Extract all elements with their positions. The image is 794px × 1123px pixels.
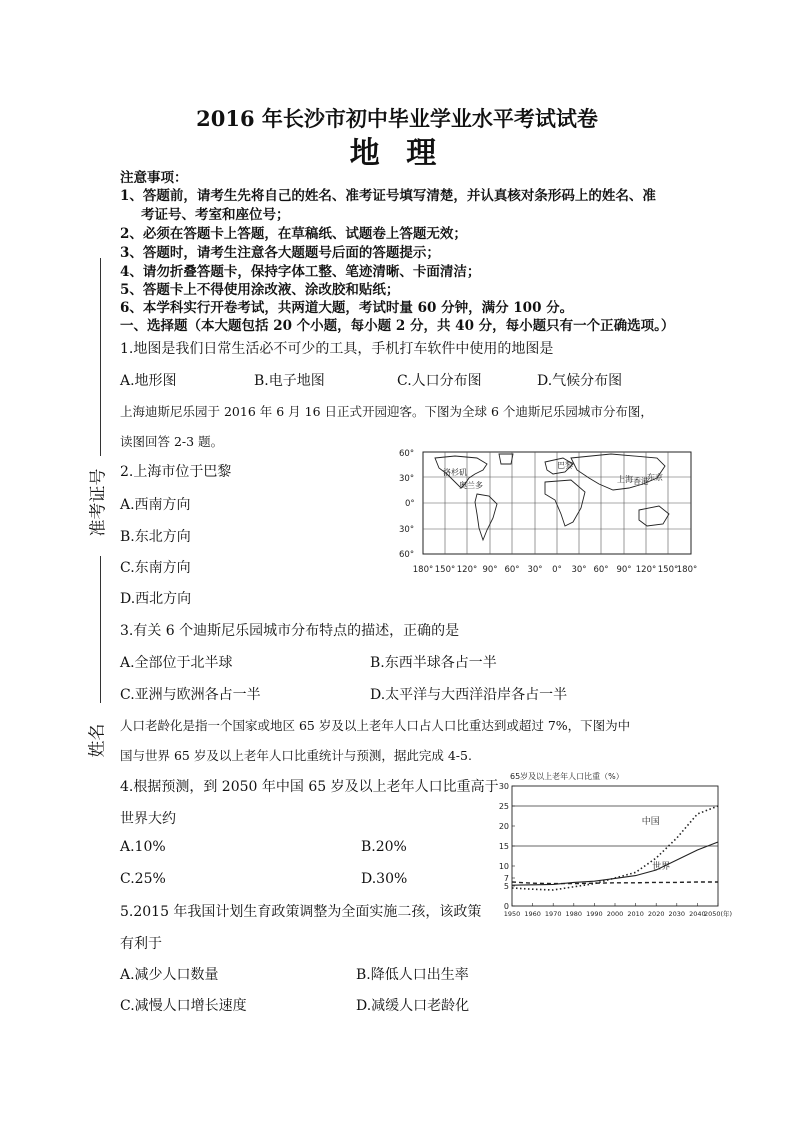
- series-label-china: 中国: [641, 817, 660, 827]
- lon-label: 60°: [593, 565, 609, 575]
- context-paragraph: 国与世界 65 岁及以上老年人口比重统计与预测，据此完成 4-5.: [120, 748, 472, 763]
- chart-title: 65岁及以上老年人口比重（%）: [510, 772, 624, 781]
- question-1-stem: 1.地图是我们日常生活必不可少的工具，手机打车软件中使用的地图是: [120, 341, 554, 357]
- notice-item: 1、答题前，请考生先将自己的姓名、准考证号填写清楚，并认真核对条形码上的姓名、准: [120, 188, 656, 204]
- lon-label: 0°: [552, 565, 562, 575]
- q2-option-a: A.西南方向: [120, 497, 191, 513]
- q3-option-d: D.太平洋与大西洋沿岸各占一半: [370, 687, 568, 703]
- lon-label: 150°: [434, 565, 456, 575]
- question-2-stem: 2.上海市位于巴黎: [120, 464, 232, 480]
- series-line-china: [512, 806, 718, 890]
- notice-item: 6、本学科实行开卷考试，共两道大题，考试时量 60 分钟，满分 100 分。: [120, 300, 574, 316]
- y-tick-label: 0: [503, 902, 509, 911]
- question-3-stem: 3.有关 6 个迪斯尼乐园城市分布特点的描述，正确的是: [120, 623, 460, 639]
- lon-label: 90°: [616, 565, 632, 575]
- y-tick-label: 25: [498, 802, 509, 811]
- x-tick-label: 2010: [627, 910, 644, 918]
- q5-option-b: B.降低人口出生率: [356, 967, 469, 983]
- x-tick-label: 2000: [606, 910, 624, 918]
- lon-label: 30°: [571, 565, 587, 575]
- lon-label: 180°: [412, 565, 434, 575]
- q1-option-b: B.电子地图: [254, 373, 325, 389]
- map-latitude-labels: [399, 449, 415, 560]
- q5-option-a: A.减少人口数量: [120, 967, 219, 983]
- x-tick-label: 1950: [503, 910, 521, 918]
- context-paragraph: 上海迪斯尼乐园于 2016 年 6 月 16 日正式开园迎客。下图为全球 6 个迪斯尼乐园城市分布图，: [120, 404, 653, 419]
- notice-item: 2、必须在答题卡上答题，在草稿纸、试题卷上答题无效；: [120, 226, 467, 242]
- name-label: 姓名: [87, 723, 108, 758]
- lon-label: 150°: [657, 565, 679, 575]
- y-tick-label: 30: [498, 782, 509, 791]
- q2-option-c: C.东南方向: [120, 560, 191, 576]
- notice-item: 4、请勿折叠答题卡，保持字体工整、笔迹清晰、卡面清洁；: [120, 264, 481, 280]
- q2-option-b: B.东北方向: [120, 529, 191, 545]
- question-5-stem: 5.2015 年我国计划生育政策调整为全面实施二孩，该政策: [120, 904, 482, 920]
- lat-label: 30°: [399, 474, 415, 484]
- map-longitude-labels: [413, 565, 697, 575]
- x-tick-label: 1980: [565, 910, 583, 918]
- series-label-world: 世界: [652, 861, 671, 872]
- binding-line-middle: [100, 556, 101, 703]
- exam-number-label: 准考证号: [88, 468, 109, 537]
- subject-title: 地 理: [349, 136, 445, 171]
- y-tick-label: 7: [503, 874, 509, 883]
- binding-line-top: [100, 258, 101, 456]
- y-tick-label: 10: [498, 862, 509, 871]
- x-tick-label: 2030: [668, 910, 686, 918]
- city-label: 洛杉矶: [443, 468, 467, 477]
- x-tick-label: 2020: [647, 910, 665, 918]
- q2-option-d: D.西北方向: [120, 591, 192, 607]
- series-line-dashed: [512, 882, 718, 884]
- q5-option-c: C.减慢人口增长速度: [120, 998, 247, 1014]
- section-heading: 一、选择题（本大题包括 20 个小题，每小题 2 分，共 40 分，每小题只有一个正确选项。）: [120, 318, 675, 334]
- exam-title: 2016 年长沙市初中毕业学业水平考试试卷: [196, 106, 598, 131]
- x-tick-label: 1970: [544, 910, 562, 918]
- q1-option-d: D.气候分布图: [537, 373, 623, 389]
- y-tick-label: 5: [503, 882, 509, 891]
- city-label: 东京: [647, 473, 663, 482]
- city-label: 奥兰多: [459, 481, 483, 490]
- lon-label: 30°: [527, 565, 543, 575]
- city-label: 上海: [617, 475, 633, 484]
- q5-option-d: D.减缓人口老龄化: [356, 998, 470, 1014]
- q1-option-c: C.人口分布图: [397, 373, 482, 389]
- lon-label: 60°: [504, 565, 520, 575]
- notice-item: 考证号、考室和座位号；: [141, 207, 290, 223]
- x-tick-label: 1990: [586, 910, 603, 918]
- x-tick-label: 1960: [524, 910, 541, 918]
- lon-label: 90°: [482, 565, 498, 575]
- q3-option-b: B.东西半球各占一半: [370, 655, 497, 671]
- lat-label: 0°: [405, 499, 415, 509]
- y-tick-label: 20: [498, 822, 509, 831]
- q4-option-a: A.10%: [120, 839, 166, 855]
- lat-label: 30°: [399, 525, 415, 535]
- lon-label: 120°: [635, 565, 657, 575]
- x-tick-label: 2040: [689, 910, 706, 918]
- question-4-stem: 4.根据预测，到 2050 年中国 65 岁及以上老年人口比重高于: [120, 779, 499, 795]
- question-5-stem-cont: 有利于: [120, 936, 162, 952]
- notice-item: 3、答题时，请考生注意各大题题号后面的答题提示；: [120, 245, 440, 261]
- q4-option-d: D.30%: [361, 871, 408, 887]
- lat-label: 60°: [399, 449, 415, 459]
- aging-population-chart: [488, 768, 760, 920]
- lon-label: 120°: [456, 565, 478, 575]
- y-tick-label: 15: [498, 842, 509, 851]
- q3-option-c: C.亚洲与欧洲各占一半: [120, 687, 261, 703]
- context-paragraph: 人口老龄化是指一个国家或地区 65 岁及以上老年人口占人口比重达到或超过 7%，下图为中: [120, 718, 631, 733]
- city-label: 巴黎: [557, 461, 573, 470]
- series-line-world: [512, 842, 718, 885]
- notice-heading: 注意事项：: [120, 170, 188, 186]
- lat-label: 60°: [399, 550, 415, 560]
- city-label: 香港: [633, 477, 649, 486]
- context-paragraph: 读图回答 2-3 题。: [120, 434, 224, 449]
- question-4-stem-cont: 世界大约: [120, 811, 176, 827]
- q3-option-a: A.全部位于北半球: [120, 655, 233, 671]
- notice-item: 5、答题卡上不得使用涂改液、涂改胶和贴纸；: [120, 282, 400, 298]
- x-tick-label: 2050(年): [703, 910, 733, 918]
- q4-option-b: B.20%: [361, 839, 407, 855]
- world-map-figure: [395, 444, 697, 580]
- lon-label: 180°: [676, 565, 697, 575]
- q1-option-a: A.地形图: [120, 373, 177, 389]
- q4-option-c: C.25%: [120, 871, 166, 887]
